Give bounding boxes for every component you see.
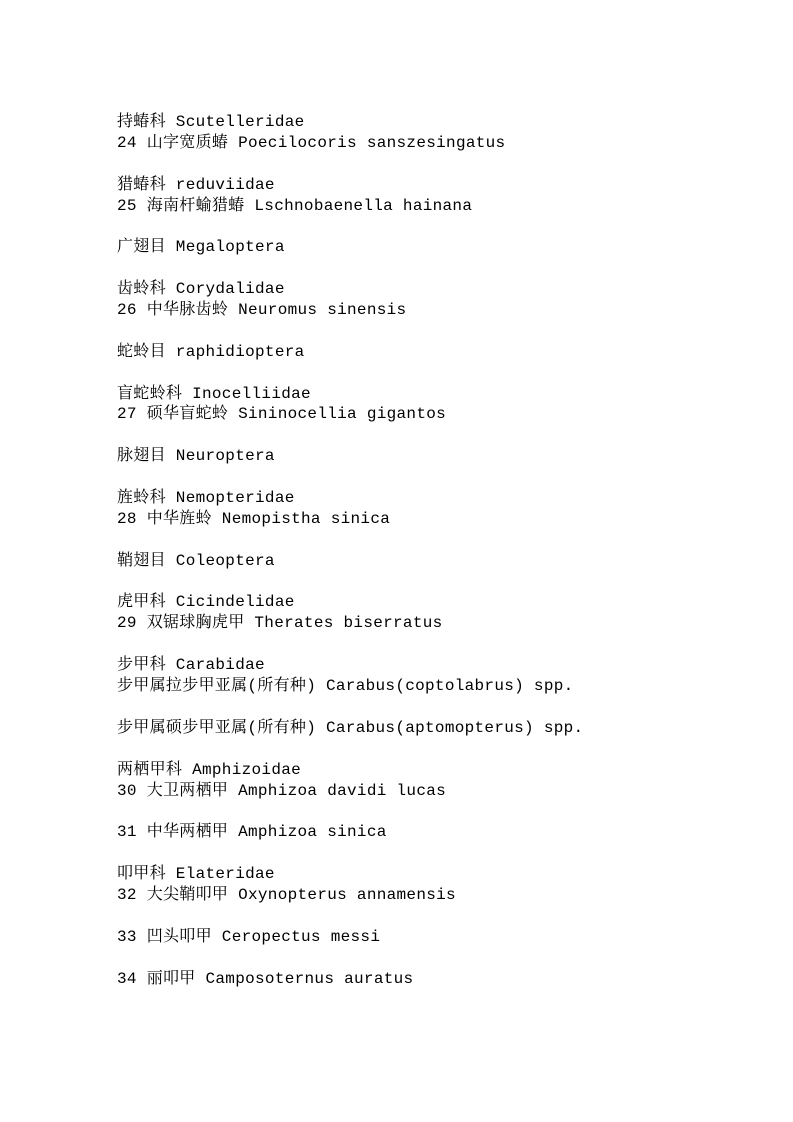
order-line: 脉翅目 Neuroptera: [117, 447, 275, 466]
species-line: 25 海南杆蝓猎蝽 Lschnobaenella hainana: [117, 196, 473, 215]
blank-line: [117, 363, 753, 384]
species-line: 33 凹头叩甲 Ceropectus messi: [117, 927, 381, 946]
family-line: 虎甲科 Cicindelidae: [117, 593, 295, 612]
blank-line: [117, 467, 753, 488]
blank-line: [117, 154, 753, 175]
blank-line: [117, 801, 753, 822]
blank-line: [117, 697, 753, 718]
species-line: 28 中华旌蛉 Nemopistha sinica: [117, 509, 391, 528]
blank-line: [117, 906, 753, 927]
blank-line: [117, 572, 753, 593]
order-line: 鞘翅目 Coleoptera: [117, 551, 275, 570]
species-line: 30 大卫两栖甲 Amphizoa davidi lucas: [117, 781, 447, 800]
species-line: 29 双锯球胸虎甲 Therates biserratus: [117, 614, 443, 633]
family-line: 持蝽科 Scutelleridae: [117, 113, 305, 131]
species-group-line: 步甲属硕步甲亚属(所有种) Carabus(aptomopterus) spp.: [117, 718, 584, 737]
blank-line: [117, 216, 753, 237]
order-line: 蛇蛉目 raphidioptera: [117, 342, 305, 361]
blank-line: [117, 739, 753, 760]
family-line: 猎蝽科 reduviidae: [117, 175, 275, 194]
species-line: 27 硕华盲蛇蛉 Sininocellia gigantos: [117, 405, 447, 424]
family-line: 两栖甲科 Amphizoidae: [117, 760, 302, 779]
species-line: 26 中华脉齿蛉 Neuromus sinensis: [117, 301, 407, 320]
blank-line: [117, 948, 753, 969]
blank-line: [117, 425, 753, 446]
species-list: [117, 112, 753, 989]
order-line: 广翅目 Megaloptera: [117, 238, 285, 257]
species-line: 31 中华两栖甲 Amphizoa sinica: [117, 823, 387, 842]
family-line: 盲蛇蛉科 Inocelliidae: [117, 384, 311, 403]
blank-line: [117, 634, 753, 655]
species-line: 24 山字宽质蝽 Poecilocoris sanszesingatus: [117, 133, 506, 152]
species-group-line: 步甲属拉步甲亚属(所有种) Carabus(coptolabrus) spp.: [117, 677, 574, 696]
family-line: 旌蛉科 Nemopteridae: [117, 489, 295, 508]
family-line: 齿蛉科 Corydalidae: [117, 280, 285, 299]
family-line: 步甲科 Carabidae: [117, 656, 265, 675]
species-line: 32 大尖鞘叩甲 Oxynopterus annamensis: [117, 885, 456, 904]
blank-line: [117, 258, 753, 279]
blank-line: [117, 843, 753, 864]
family-line: 叩甲科 Elateridae: [117, 865, 275, 884]
blank-line: [117, 321, 753, 342]
species-line: 34 丽叩甲 Camposoternus auratus: [117, 969, 414, 988]
blank-line: [117, 530, 753, 551]
